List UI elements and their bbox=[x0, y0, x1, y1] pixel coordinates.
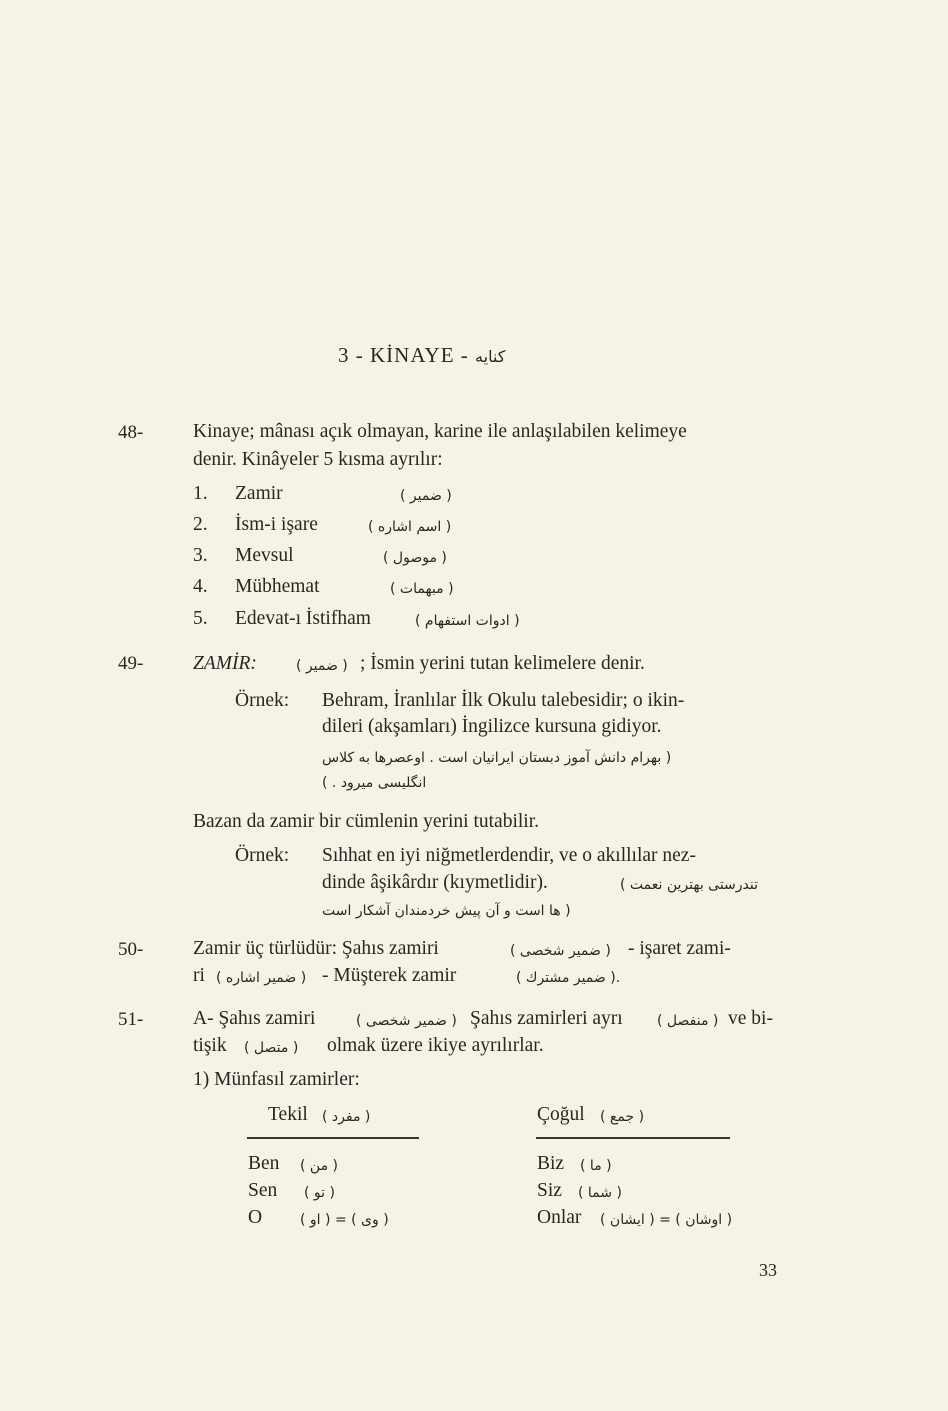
list-item-arabic: ( ضمير ) bbox=[400, 488, 452, 504]
pronoun-singular-arabic: ( من ) bbox=[300, 1158, 338, 1174]
zamir-term: ZAMİR: bbox=[193, 653, 257, 674]
list-item-arabic: ( موصول ) bbox=[383, 550, 447, 566]
section-48-line-2: denir. Kinâyeler 5 kısma ayrılır: bbox=[193, 449, 443, 470]
section-51-number: 51- bbox=[118, 1009, 144, 1030]
pronoun-plural-arabic: ( شما ) bbox=[578, 1185, 622, 1201]
section-48-line-1: Kinaye; mânası açık olmayan, karine ile anlaşılabilen kelimeye bbox=[193, 421, 687, 442]
column-header-tekil: Tekil bbox=[268, 1104, 308, 1125]
section-50-number: 50- bbox=[118, 939, 144, 960]
chapter-heading-arabic: کنایه bbox=[475, 347, 506, 366]
column-rule-cogul bbox=[536, 1137, 730, 1139]
list-item-label: Zamir bbox=[235, 483, 283, 504]
list-item-label: Mevsul bbox=[235, 545, 294, 566]
section-51-text-b: Şahıs zamirleri ayrı bbox=[470, 1008, 623, 1029]
section-50-arabic-2: ( ضمير اشاره ) bbox=[216, 970, 307, 986]
list-item-number: 3. bbox=[193, 545, 208, 566]
column-header-tekil-arabic: ( مفرد ) bbox=[322, 1109, 371, 1125]
pronoun-singular: Sen bbox=[248, 1180, 278, 1201]
column-header-cogul-arabic: ( جمع ) bbox=[600, 1109, 645, 1125]
list-item-label: İsm-i işare bbox=[235, 514, 318, 535]
section-48-number: 48- bbox=[118, 422, 144, 443]
section-51-text-d: tişik bbox=[193, 1035, 227, 1056]
section-51-arabic-1: ( ضمير شخصی ) bbox=[356, 1013, 457, 1029]
section-51-text-a: A- Şahıs zamiri bbox=[193, 1008, 316, 1029]
example-1-arabic-line-1: ( بهرام دانش آموز دبستان ایرانیان است . اوعصرها به کلاس bbox=[322, 750, 672, 766]
pronoun-plural-arabic: ( ما ) bbox=[580, 1158, 612, 1174]
section-49-number: 49- bbox=[118, 653, 144, 674]
list-item-number: 1. bbox=[193, 483, 208, 504]
note-text: Bazan da zamir bir cümlenin yerini tutabilir. bbox=[193, 811, 540, 832]
section-50-arabic-1: ( ضمير شخصی ) bbox=[510, 943, 611, 959]
pronoun-plural: Siz bbox=[537, 1180, 562, 1201]
example-2-line-1: Sıhhat en iyi niğmetlerdendir, ve o akıllılar nez- bbox=[322, 845, 696, 866]
pronoun-singular-arabic: ( تو ) bbox=[304, 1185, 335, 1201]
section-50-text-a: Zamir üç türlüdür: Şahıs zamiri bbox=[193, 938, 439, 959]
example-label: Örnek: bbox=[235, 845, 290, 866]
example-label: Örnek: bbox=[235, 690, 290, 711]
pronoun-plural: Biz bbox=[537, 1153, 565, 1174]
list-item-number: 4. bbox=[193, 576, 208, 597]
pronoun-plural: Onlar bbox=[537, 1207, 582, 1228]
pronoun-singular-arabic: ( او ) = ( وی ) bbox=[300, 1212, 389, 1228]
section-51-arabic-3: ( متصل ) bbox=[244, 1040, 299, 1056]
section-50-text-d: - Müşterek zamir bbox=[322, 965, 457, 986]
page-number: 33 bbox=[759, 1260, 777, 1280]
example-2-line-2: dinde âşikârdır (kıymetlidir). bbox=[322, 872, 548, 893]
section-50-arabic-3: ( ضمير مشترك ). bbox=[516, 970, 621, 986]
column-rule-tekil bbox=[247, 1137, 419, 1139]
pronoun-plural-arabic: ( ایشان ) = ( اوشان ) bbox=[600, 1212, 733, 1228]
example-1-line-1: Behram, İranlılar İlk Okulu talebesidir; o ikin- bbox=[322, 690, 685, 711]
list-item-arabic: ( اسم اشاره ) bbox=[368, 519, 452, 535]
chapter-heading bbox=[338, 343, 505, 368]
section-51-text-e: olmak üzere ikiye ayrılırlar. bbox=[327, 1035, 544, 1056]
pronoun-singular: O bbox=[248, 1207, 263, 1228]
example-1-line-2: dileri (akşamları) İngilizce kursuna gidiyor. bbox=[322, 716, 662, 737]
section-51-text-c: ve bi- bbox=[728, 1008, 773, 1029]
list-item-label: Edevat-ı İstifham bbox=[235, 608, 371, 629]
list-item-number: 2. bbox=[193, 514, 208, 535]
list-item-arabic: ( مبهمات ) bbox=[390, 581, 454, 597]
chapter-heading-latin: 3 - KİNAYE - bbox=[338, 343, 469, 367]
list-item-arabic: ( ادوات استفهام ) bbox=[415, 613, 520, 629]
example-2-arabic-line-1: ( تندرستی بهترین نعمت bbox=[620, 877, 759, 893]
column-header-cogul: Çoğul bbox=[537, 1104, 585, 1125]
example-2-arabic-line-2: ها است و آن پیش خردمندان آشکار است ) bbox=[322, 903, 571, 919]
section-51-arabic-2: ( منفصل ) bbox=[657, 1013, 719, 1029]
section-50-text-c: ri bbox=[193, 965, 205, 986]
zamir-definition: ; İsmin yerini tutan kelimelere denir. bbox=[360, 653, 645, 674]
section-50-text-b: - işaret zami- bbox=[628, 938, 731, 959]
subsection-heading: 1) Münfasıl zamirler: bbox=[193, 1069, 360, 1090]
example-1-arabic-line-2: انگلیسی میرود . ) bbox=[322, 775, 427, 791]
list-item-number: 5. bbox=[193, 608, 208, 629]
list-item-label: Mübhemat bbox=[235, 576, 320, 597]
pronoun-singular: Ben bbox=[248, 1153, 280, 1174]
zamir-term-arabic: ( ضمير ) bbox=[296, 658, 348, 674]
